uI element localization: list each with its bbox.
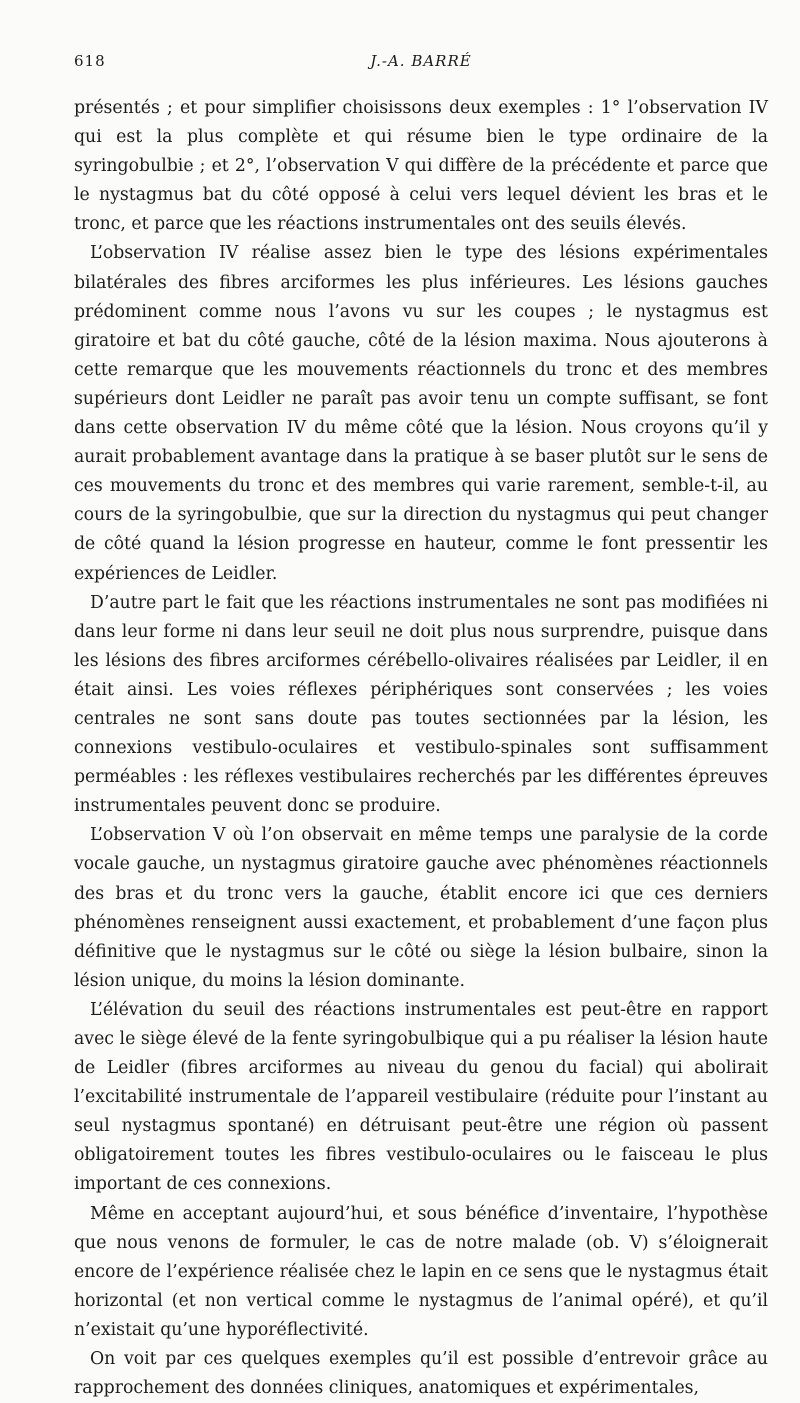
running-title: J.-A. BARRÉ [370,52,472,70]
paragraph-hypothesis: Même en acceptant aujourd’hui, et sous bénéfice d’inventaire, l’hypothèse que nous venons de formuler, le cas de notre malade (ob. V) s’éloignerait encore de l’expérience réalisée chez le lapin en ce sens que le nystagmus était horizontal (et non vertical comme le nystagmus de l’animal opéré), et qu’il n’existait qu’une hyporéflectivité. [74,1203,768,1340]
paragraph-conclusion: On voit par ces quelques exemples qu’il est possible d’entrevoir grâce au rapprochement des données cliniques, anatomiques et expérimentales, [74,1349,768,1399]
body-text [74,94,768,1403]
paragraph-observation-v: L’observation V où l’on observait en même temps une paralysie de la corde vocale gauche, un nystagmus giratoire gauche avec phénomènes réactionnels des bras et du tronc vers la gauche, établit encore ici que ces derniers phénomènes renseignent aussi exactement, et probablement d’une façon plus définitive que le nystagmus sur le côté ou siège la lésion bulbaire, sinon la lésion unique, du moins la lésion dominante. [74,825,768,991]
page-header [74,52,768,76]
paragraph-observation-iv: L’observation IV réalise assez bien le type des lésions expérimentales bilatérales des fibres arciformes les plus inférieures. Les lésions gauches prédominent comme nous l’avons vu sur les coupes ; le nystagmus est giratoire et bat du côté gauche, côté de la lésion maxima. Nous ajouterons à cette remarque que les mouvements réactionnels du tronc et des membres supérieurs dont Leidler ne paraît pas avoir tenu un compte suffisant, se font dans cette observation IV du même côté que la lésion. Nous croyons qu’il y aurait probablement avantage dans la pratique à se baser plutôt sur le sens de ces mouvements du tronc et des membres qui varie rarement, semble-t-il, au cours de la syringobulbie, que sur la direction du nystagmus qui peut changer de côté quand la lésion progresse en hauteur, comme le font pressentir les expériences de Leidler. [74,243,768,584]
paragraph-continuation: présentés ; et pour simplifier choisissons deux exemples : 1° l’observation IV qui est la plus complète et qui résume bien le type ordinaire de la syringobulbie ; et 2°, l’observation V qui diffère de la précédente et parce que le nystagmus bat du côté opposé à celui vers lequel dévient les bras et le tronc, et parce que les réactions instrumentales ont des seuils élevés. [74,98,768,235]
paragraph-threshold-elevation: L’élévation du seuil des réactions instrumentales est peut-être en rapport avec le siège élevé de la fente syringobulbique qui a pu réaliser la lésion haute de Leidler (fibres arciformes au niveau du genou du facial) qui abolirait l’excitabilité instrumentale de l’appareil vestibulaire (réduite pour l’instant au seul nystagmus spontané) en détruisant peut-être une région où passent obligatoirement toutes les fibres vestibulo-oculaires ou le faisceau le plus important de ces connexions. [74,999,768,1195]
paragraph-instrumental-reactions: D’autre part le fait que les réactions instrumentales ne sont pas modifiées ni dans leur forme ni dans leur seuil ne doit plus nous surprendre, puisque dans les lésions des fibres arciformes cérébello-olivaires réalisées par Leidler, il en était ainsi. Les voies réflexes périphériques sont conservées ; les voies centrales ne sont sans doute pas toutes sectionnées par la lésion, les connexions vestibulo-oculaires et vestibulo-spinales sont suffisamment perméables : les réflexes vestibulaires recherchés par les différentes épreuves instrumentales peuvent donc se produire. [74,592,768,817]
page-number: 618 [74,52,106,70]
